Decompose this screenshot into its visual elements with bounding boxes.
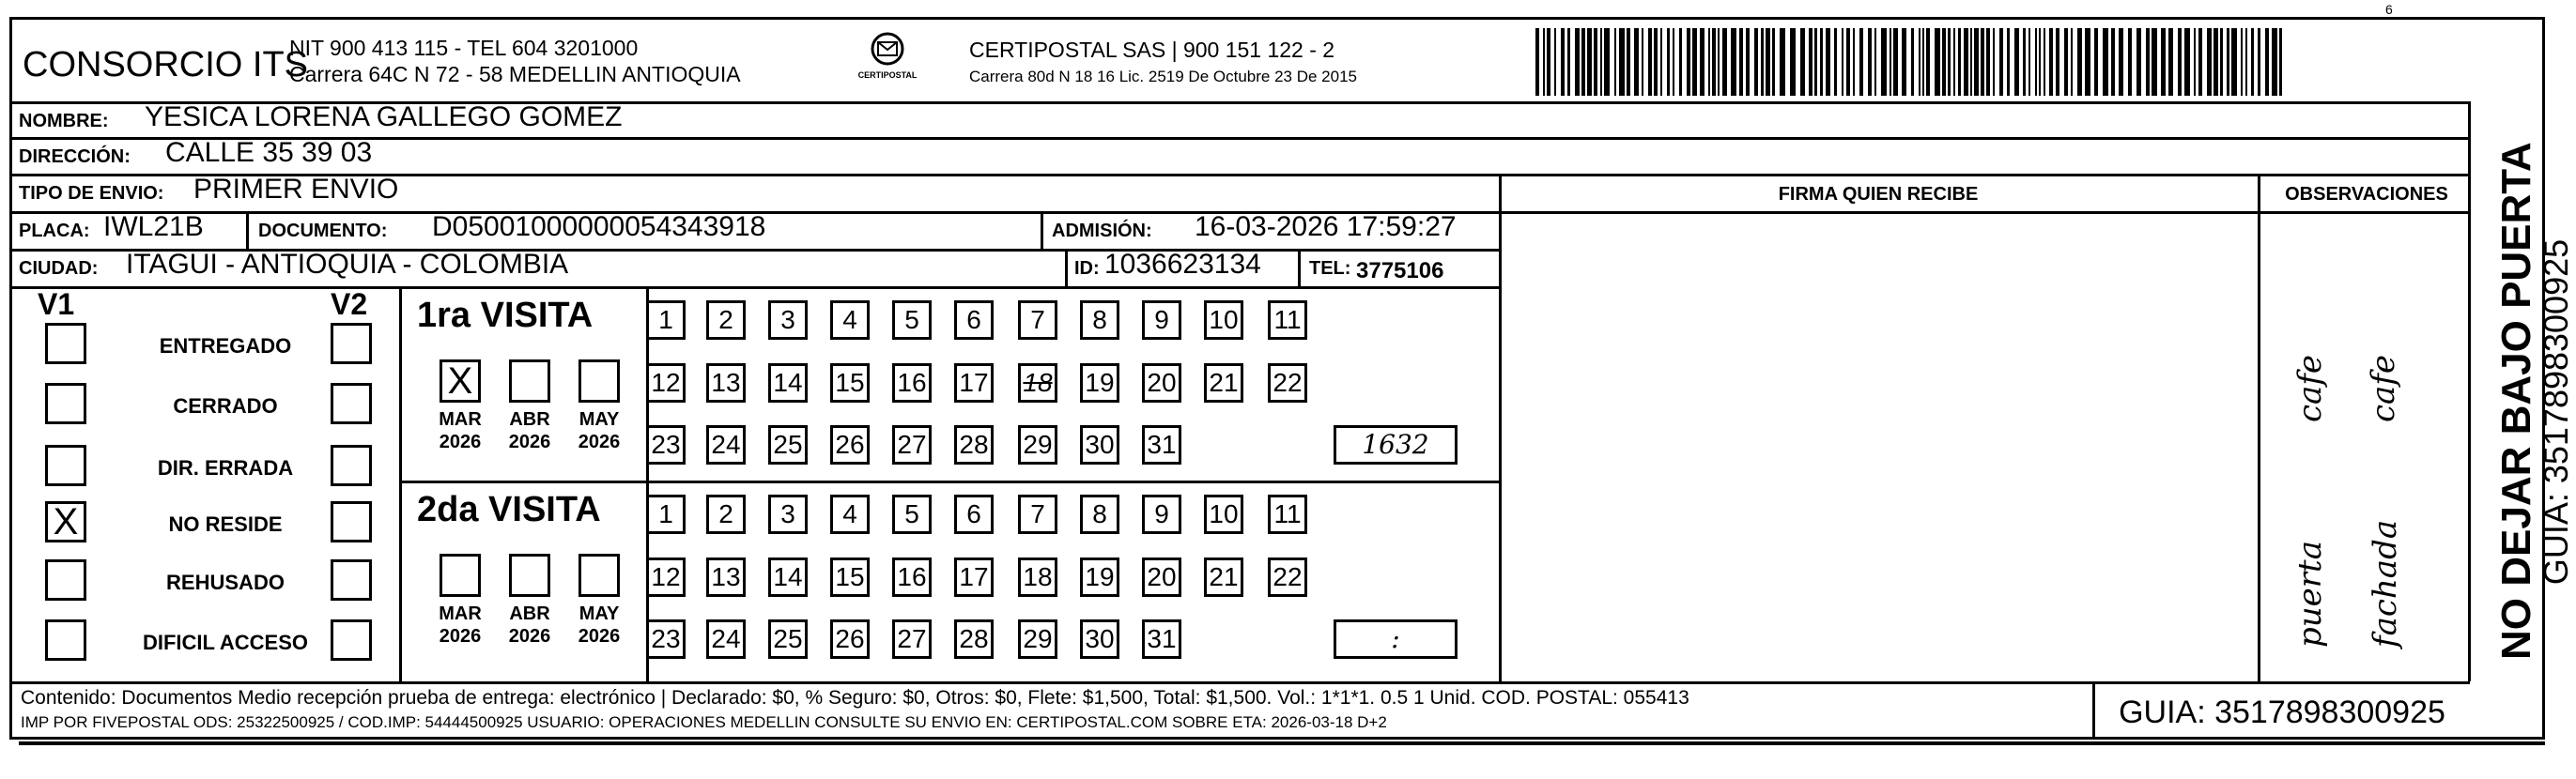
barcode-bar — [1687, 28, 1690, 96]
barcode-bar — [1993, 28, 1995, 96]
day-cell: 8 — [1080, 495, 1119, 534]
day-cell: 21 — [1204, 363, 1243, 403]
v1-checkbox — [45, 619, 86, 661]
visit-title: 2da VISITA — [417, 490, 601, 529]
day-cell: 26 — [830, 619, 870, 659]
day-cell: 10 — [1204, 495, 1243, 534]
barcode-bar — [1679, 28, 1682, 96]
status-option: DIR. ERRADA — [157, 456, 294, 480]
day-cell: 12 — [646, 558, 686, 597]
ciudad-value: ITAGUI - ANTIOQUIA - COLOMBIA — [126, 249, 569, 280]
v1-checkbox — [45, 383, 86, 424]
v2-checkbox — [331, 501, 372, 542]
barcode-bar — [2227, 28, 2229, 96]
barcode-bar — [1739, 28, 1743, 96]
day-cell: 24 — [706, 619, 746, 659]
status-option: REHUSADO — [166, 571, 285, 594]
day-cell: 2 — [706, 300, 746, 340]
day-cell: 31 — [1142, 425, 1181, 465]
day-cell: 13 — [706, 363, 746, 403]
barcode-bar — [2161, 28, 2166, 96]
v2-checkbox — [331, 323, 372, 364]
day-cell: 7 — [1018, 495, 1057, 534]
barcode-bar — [2258, 28, 2260, 96]
day-cell: 24 — [706, 425, 746, 465]
v2-checkbox — [331, 559, 372, 601]
barcode-bar — [2128, 28, 2132, 96]
barcode-bar — [1935, 28, 1940, 96]
day-cell: 3 — [768, 495, 808, 534]
footer-line-2: IMP POR FIVEPOSTAL ODS: 25322500925 / COD.IMP: 54444500925 USUARIO: OPERACIONES MEDELLIN CONSULTE SU ENVIO EN: CERTIPOSTAL.COM SOBRE ETA: 2026-03-18 D+2 — [21, 713, 1387, 731]
barcode-bar — [1922, 28, 1924, 96]
documento-label: DOCUMENTO: — [258, 221, 388, 241]
day-cell: 20 — [1142, 363, 1181, 403]
day-cell: 22 — [1268, 363, 1307, 403]
barcode-bar — [1974, 28, 1979, 96]
barcode-bar — [1547, 28, 1550, 96]
barcode-bar — [1893, 28, 1898, 96]
direccion-label: DIRECCIÓN: — [19, 146, 131, 167]
observacion-hand-4: fachada — [2367, 519, 2404, 648]
barcode-bar — [1667, 28, 1670, 96]
v1-checkbox: X — [45, 501, 86, 542]
carrier-line: CERTIPOSTAL SAS | 900 151 122 - 2 — [969, 38, 1335, 62]
barcode-bar — [1834, 28, 1837, 96]
barcode-bar — [1766, 28, 1770, 96]
day-cell: 30 — [1080, 619, 1119, 659]
barcode-bar — [2103, 28, 2108, 96]
time-field: : — [1334, 619, 1458, 659]
nombre-label: NOMBRE: — [19, 111, 109, 131]
month-year: 2026 — [439, 626, 482, 647]
v1-checkbox — [45, 323, 86, 364]
barcode-bar — [2094, 28, 2098, 96]
barcode-bar — [1814, 28, 1817, 96]
day-cell: 11 — [1268, 300, 1307, 340]
day-cell: 18 — [1018, 363, 1057, 403]
barcode-bar — [1648, 28, 1652, 96]
day-cell: 26 — [830, 425, 870, 465]
barcode-bar — [1868, 28, 1872, 96]
observacion-hand-1: cafe — [2291, 354, 2329, 422]
barcode-bar — [1926, 28, 1930, 96]
day-cell: 2 — [706, 495, 746, 534]
day-cell: 29 — [1018, 619, 1057, 659]
month-year: 2026 — [578, 626, 621, 647]
v2-checkbox — [331, 445, 372, 486]
barcode-bar — [2039, 28, 2041, 96]
barcode — [1535, 28, 2287, 96]
day-cell: 3 — [768, 300, 808, 340]
tel-label: TEL: — [1309, 258, 1351, 279]
day-cell: 12 — [646, 363, 686, 403]
barcode-bar — [1874, 28, 1876, 96]
barcode-bar — [1953, 28, 1955, 96]
barcode-bar — [2035, 28, 2037, 96]
observaciones-label: OBSERVACIONES — [2285, 184, 2448, 205]
barcode-bar — [1604, 28, 1610, 96]
certipostal-logo — [850, 32, 925, 88]
barcode-bar — [2136, 28, 2141, 96]
day-cell: 11 — [1268, 495, 1307, 534]
barcode-bar — [2049, 28, 2053, 96]
status-option: NO RESIDE — [168, 512, 283, 536]
barcode-bar — [1627, 28, 1630, 96]
day-cell: 14 — [768, 363, 808, 403]
barcode-bar — [1761, 28, 1764, 96]
barcode-bar — [2231, 28, 2237, 96]
barcode-bar — [1800, 28, 1805, 96]
tipo-envio-value: PRIMER ENVIO — [193, 174, 399, 205]
address-line: Carrera 64C N 72 - 58 MEDELLIN ANTIOQUIA — [289, 62, 741, 86]
barcode-bar — [1614, 28, 1616, 96]
barcode-bar — [1634, 28, 1639, 96]
barcode-bar — [1902, 28, 1906, 96]
status-option: CERRADO — [173, 394, 278, 418]
barcode-bar — [2272, 28, 2277, 96]
barcode-bar — [2028, 28, 2030, 96]
day-cell: 5 — [892, 495, 932, 534]
barcode-bar — [1964, 28, 1968, 96]
month-label: ABR — [509, 409, 550, 430]
day-cell: 30 — [1080, 425, 1119, 465]
day-cell: 23 — [646, 425, 686, 465]
barcode-bar — [2023, 28, 2026, 96]
day-cell: 5 — [892, 300, 932, 340]
barcode-bar — [1790, 28, 1796, 96]
barcode-bar — [2184, 28, 2190, 96]
day-cell: 14 — [768, 558, 808, 597]
barcode-bar — [1673, 28, 1674, 96]
barcode-bar — [2152, 28, 2157, 96]
status-option: ENTREGADO — [159, 334, 292, 358]
barcode-bar — [2168, 28, 2173, 96]
company-name: CONSORCIO ITS — [23, 45, 309, 84]
corner-mark: 6 — [2385, 2, 2393, 17]
ciudad-label: CIUDAD: — [19, 258, 99, 279]
v2-checkbox — [331, 383, 372, 424]
v1-checkbox — [45, 445, 86, 486]
barcode-bar — [1581, 28, 1585, 96]
footer-guia: GUIA: 3517898300925 — [2119, 695, 2445, 730]
month-checkbox — [509, 554, 550, 597]
barcode-bar — [1809, 28, 1812, 96]
admision-value: 16-03-2026 17:59:27 — [1195, 211, 1457, 242]
day-cell: 18 — [1018, 558, 1057, 597]
barcode-bar — [1594, 28, 1597, 96]
barcode-bar — [1561, 28, 1565, 96]
month-year: 2026 — [578, 432, 621, 452]
barcode-bar — [1575, 28, 1580, 96]
day-cell: 9 — [1142, 495, 1181, 534]
month-checkbox — [578, 359, 620, 403]
day-cell: 1 — [646, 300, 686, 340]
firma-label: FIRMA QUIEN RECIBE — [1778, 184, 1979, 205]
barcode-bar — [1772, 28, 1775, 96]
placa-value: IWL21B — [103, 211, 204, 242]
barcode-bar — [2071, 28, 2073, 96]
barcode-bar — [1820, 28, 1823, 96]
barcode-bar — [2198, 28, 2202, 96]
barcode-bar — [2064, 28, 2068, 96]
day-cell: 31 — [1142, 619, 1181, 659]
logo-caption: CERTIPOSTAL — [857, 70, 918, 80]
day-cell: 6 — [954, 300, 994, 340]
day-cell: 8 — [1080, 300, 1119, 340]
day-cell: 15 — [830, 558, 870, 597]
barcode-bar — [1754, 28, 1758, 96]
v2-label: V2 — [331, 287, 368, 321]
direccion-value: CALLE 35 39 03 — [165, 137, 373, 168]
barcode-bar — [1567, 28, 1570, 96]
id-label: ID: — [1074, 258, 1100, 279]
barcode-bar — [2111, 28, 2115, 96]
day-cell: 28 — [954, 425, 994, 465]
v1-checkbox — [45, 559, 86, 601]
barcode-bar — [1826, 28, 1830, 96]
month-year: 2026 — [508, 432, 551, 452]
month-checkbox — [509, 359, 550, 403]
tel-value: 3775106 — [1356, 258, 1444, 283]
day-cell: 22 — [1268, 558, 1307, 597]
barcode-bar — [1842, 28, 1843, 96]
barcode-bar — [2214, 28, 2218, 96]
day-cell: 27 — [892, 425, 932, 465]
barcode-bar — [2119, 28, 2123, 96]
license-line: Carrera 80d N 18 16 Lic. 2519 De Octubre 23 De 2015 — [969, 68, 1357, 85]
documento-value: D05001000000054343918 — [432, 211, 766, 242]
side-guia: GUIA: 3517898300925 — [2537, 238, 2575, 586]
barcode-bar — [1708, 28, 1710, 96]
barcode-bar — [1712, 28, 1716, 96]
barcode-bar — [2279, 28, 2282, 96]
footer-line-1: Contenido: Documentos Medio recepción prueba de entrega: electrónico | Declarado: $0, % Seguro: $0, Otros: $0, Flete: $1,500, Total: $1,500. Vol.: 1*1*1. 0.5 1 Unid. COD. POSTAL: 055413 — [21, 687, 1689, 709]
barcode-bar — [1543, 28, 1545, 96]
day-cell: 21 — [1204, 558, 1243, 597]
barcode-bar — [1692, 28, 1697, 96]
barcode-bar — [2251, 28, 2254, 96]
day-cell: 17 — [954, 363, 994, 403]
barcode-bar — [2014, 28, 2019, 96]
day-cell: 10 — [1204, 300, 1243, 340]
barcode-bar — [1970, 28, 1972, 96]
day-cell: 9 — [1142, 300, 1181, 340]
day-cell: 6 — [954, 495, 994, 534]
month-checkbox: X — [440, 359, 481, 403]
day-cell: 29 — [1018, 425, 1057, 465]
day-cell: 4 — [830, 300, 870, 340]
barcode-bar — [2220, 28, 2223, 96]
bottom-rule — [19, 741, 2545, 745]
month-label: ABR — [509, 603, 550, 624]
month-checkbox — [440, 554, 481, 597]
barcode-bar — [2007, 28, 2010, 96]
nit-line: NIT 900 413 115 - TEL 604 3201000 — [289, 36, 639, 60]
barcode-bar — [1731, 28, 1736, 96]
barcode-bar — [2056, 28, 2059, 96]
day-cell: 25 — [768, 425, 808, 465]
barcode-bar — [2178, 28, 2182, 96]
day-cell: 7 — [1018, 300, 1057, 340]
month-checkbox — [578, 554, 620, 597]
barcode-bar — [1853, 28, 1855, 96]
barcode-bar — [1919, 28, 1920, 96]
day-cell: 27 — [892, 619, 932, 659]
barcode-bar — [2207, 28, 2212, 96]
barcode-bar — [1958, 28, 1961, 96]
id-value: 1036623134 — [1104, 249, 1261, 280]
barcode-bar — [1619, 28, 1625, 96]
barcode-bar — [1600, 28, 1602, 96]
barcode-bar — [1642, 28, 1643, 96]
barcode-bar — [2265, 28, 2269, 96]
day-cell: 25 — [768, 619, 808, 659]
month-label: MAR — [439, 409, 482, 430]
barcode-bar — [1654, 28, 1658, 96]
placa-label: PLACA: — [19, 221, 90, 241]
barcode-bar — [1746, 28, 1750, 96]
month-year: 2026 — [508, 626, 551, 647]
barcode-bar — [2194, 28, 2196, 96]
observacion-hand-2: cafe — [2365, 354, 2402, 422]
day-cell: 16 — [892, 558, 932, 597]
day-cell: 28 — [954, 619, 994, 659]
barcode-bar — [1718, 28, 1720, 96]
envelope-logo-icon — [867, 32, 908, 66]
day-cell: 4 — [830, 495, 870, 534]
barcode-bar — [1660, 28, 1662, 96]
barcode-bar — [1554, 28, 1556, 96]
barcode-bar — [1700, 28, 1704, 96]
month-label: MAY — [578, 409, 620, 430]
barcode-bar — [1948, 28, 1951, 96]
barcode-bar — [1881, 28, 1887, 96]
v2-checkbox — [331, 619, 372, 661]
time-field: 1632 — [1334, 425, 1458, 465]
barcode-bar — [1981, 28, 1984, 96]
barcode-bar — [1780, 28, 1785, 96]
side-warning: NO DEJAR BAJO PUERTA — [2493, 142, 2539, 660]
barcode-bar — [2085, 28, 2090, 96]
month-year: 2026 — [439, 432, 482, 452]
nombre-value: YESICA LORENA GALLEGO GOMEZ — [145, 101, 623, 132]
tipo-envio-label: TIPO DE ENVIO: — [19, 183, 164, 204]
admision-label: ADMISIÓN: — [1052, 221, 1152, 241]
day-cell: 23 — [646, 619, 686, 659]
barcode-bar — [2044, 28, 2045, 96]
barcode-bar — [2146, 28, 2150, 96]
day-cell: 1 — [646, 495, 686, 534]
barcode-bar — [1911, 28, 1914, 96]
barcode-bar — [1859, 28, 1863, 96]
v1-label: V1 — [38, 287, 75, 321]
barcode-bar — [1999, 28, 2003, 96]
observacion-hand-3: puerta — [2291, 541, 2329, 648]
barcode-bar — [2245, 28, 2247, 96]
day-cell: 15 — [830, 363, 870, 403]
day-cell: 17 — [954, 558, 994, 597]
day-cell: 19 — [1080, 363, 1119, 403]
barcode-bar — [2077, 28, 2082, 96]
month-label: MAY — [578, 603, 620, 624]
barcode-bar — [1587, 28, 1592, 96]
barcode-bar — [1986, 28, 1990, 96]
barcode-bar — [2241, 28, 2243, 96]
day-cell: 13 — [706, 558, 746, 597]
barcode-bar — [1535, 28, 1539, 96]
barcode-bar — [1890, 28, 1891, 96]
barcode-bar — [1942, 28, 1946, 96]
status-option: DIFICIL ACCESO — [142, 631, 308, 654]
month-label: MAR — [439, 603, 482, 624]
barcode-bar — [1722, 28, 1727, 96]
barcode-bar — [1846, 28, 1850, 96]
day-cell: 16 — [892, 363, 932, 403]
visit-title: 1ra VISITA — [417, 296, 594, 335]
day-cell: 20 — [1142, 558, 1181, 597]
day-cell: 19 — [1080, 558, 1119, 597]
